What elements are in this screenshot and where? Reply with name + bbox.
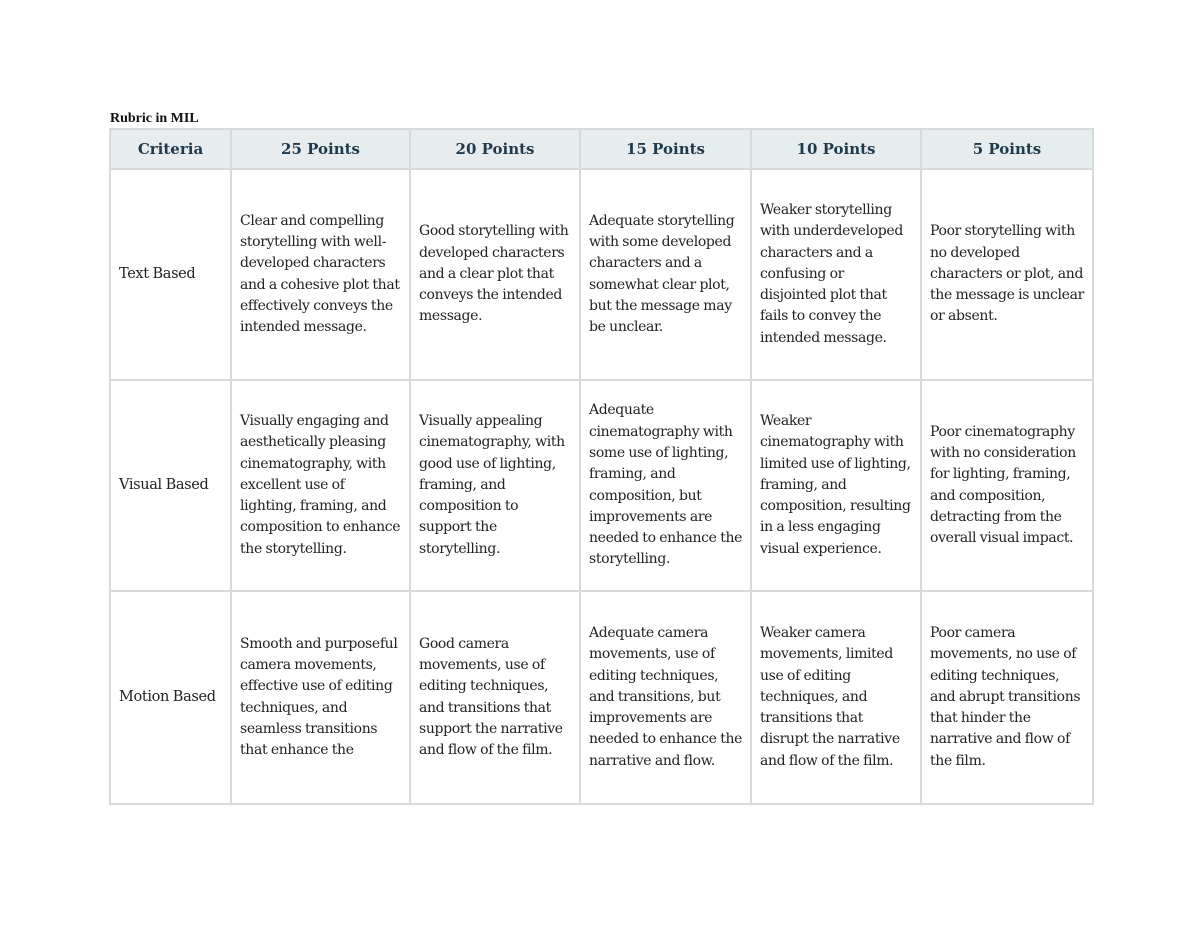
cell-10-points: Weaker cinematography with limited use of lighting, framing, and composition, resulting in a less engaging visual experience. — [751, 380, 921, 591]
row-visual-based — [110, 380, 1093, 591]
cell-5-points: Poor cinematography with no consideration for lighting, framing, and composition, detracting from the overall visual impact. — [921, 380, 1093, 591]
cell-15-points: Adequate storytelling with some developed characters and a somewhat clear plot, but the message may be unclear. — [580, 169, 751, 380]
document-title: Rubric in MIL — [110, 111, 199, 126]
header-25-points: 25 Points — [231, 129, 410, 169]
cell-text: Smooth and purposeful camera movements, effective use of editing techniques, and seamless transitions that enhance the — [240, 635, 398, 759]
cell-5-points: Poor camera movements, no use of editing techniques, and abrupt transitions that hinder the narrative and flow of the film. — [921, 591, 1093, 804]
criteria-cell: Visual Based — [110, 380, 231, 591]
header-10-points: 10 Points — [751, 129, 921, 169]
row-motion-based — [110, 591, 1093, 804]
cell-10-points: Weaker storytelling with underdeveloped characters and a confusing or disjointed plot that fails to convey the intended message. — [751, 169, 921, 380]
cell-5-points: Poor storytelling with no developed characters or plot, and the message is unclear or absent. — [921, 169, 1093, 380]
header-20-points: 20 Points — [410, 129, 580, 169]
header-15-points: 15 Points — [580, 129, 751, 169]
cell-15-points: Adequate camera movements, use of editing techniques, and transitions, but improvements are needed to enhance the narrative and flow. — [580, 591, 751, 804]
row-text-based — [110, 169, 1093, 380]
cell-20-points: Visually appealing cinematography, with good use of lighting, framing, and composition to support the storytelling. — [410, 380, 580, 591]
header-row — [110, 129, 1093, 169]
header-criteria: Criteria — [110, 129, 231, 169]
cell-20-points: Good storytelling with developed characters and a clear plot that conveys the intended message. — [410, 169, 580, 380]
header-5-points: 5 Points — [921, 129, 1093, 169]
cell-25-points: Clear and compelling storytelling with well-developed characters and a cohesive plot that effectively conveys the intended message. — [231, 169, 410, 380]
cell-15-points: Adequate cinematography with some use of lighting, framing, and composition, but improvements are needed to enhance the storytelling. — [580, 380, 751, 591]
cell-25-points — [231, 591, 410, 804]
cell-25-points: Visually engaging and aesthetically pleasing cinematography, with excellent use of lighting, framing, and composition to enhance the storytelling. — [231, 380, 410, 591]
cell-10-points: Weaker camera movements, limited use of editing techniques, and transitions that disrupt the narrative and flow of the film. — [751, 591, 921, 804]
criteria-cell: Text Based — [110, 169, 231, 380]
rubric-table — [109, 128, 1094, 805]
criteria-cell: Motion Based — [110, 591, 231, 804]
cell-20-points: Good camera movements, use of editing techniques, and transitions that support the narrative and flow of the film. — [410, 591, 580, 804]
